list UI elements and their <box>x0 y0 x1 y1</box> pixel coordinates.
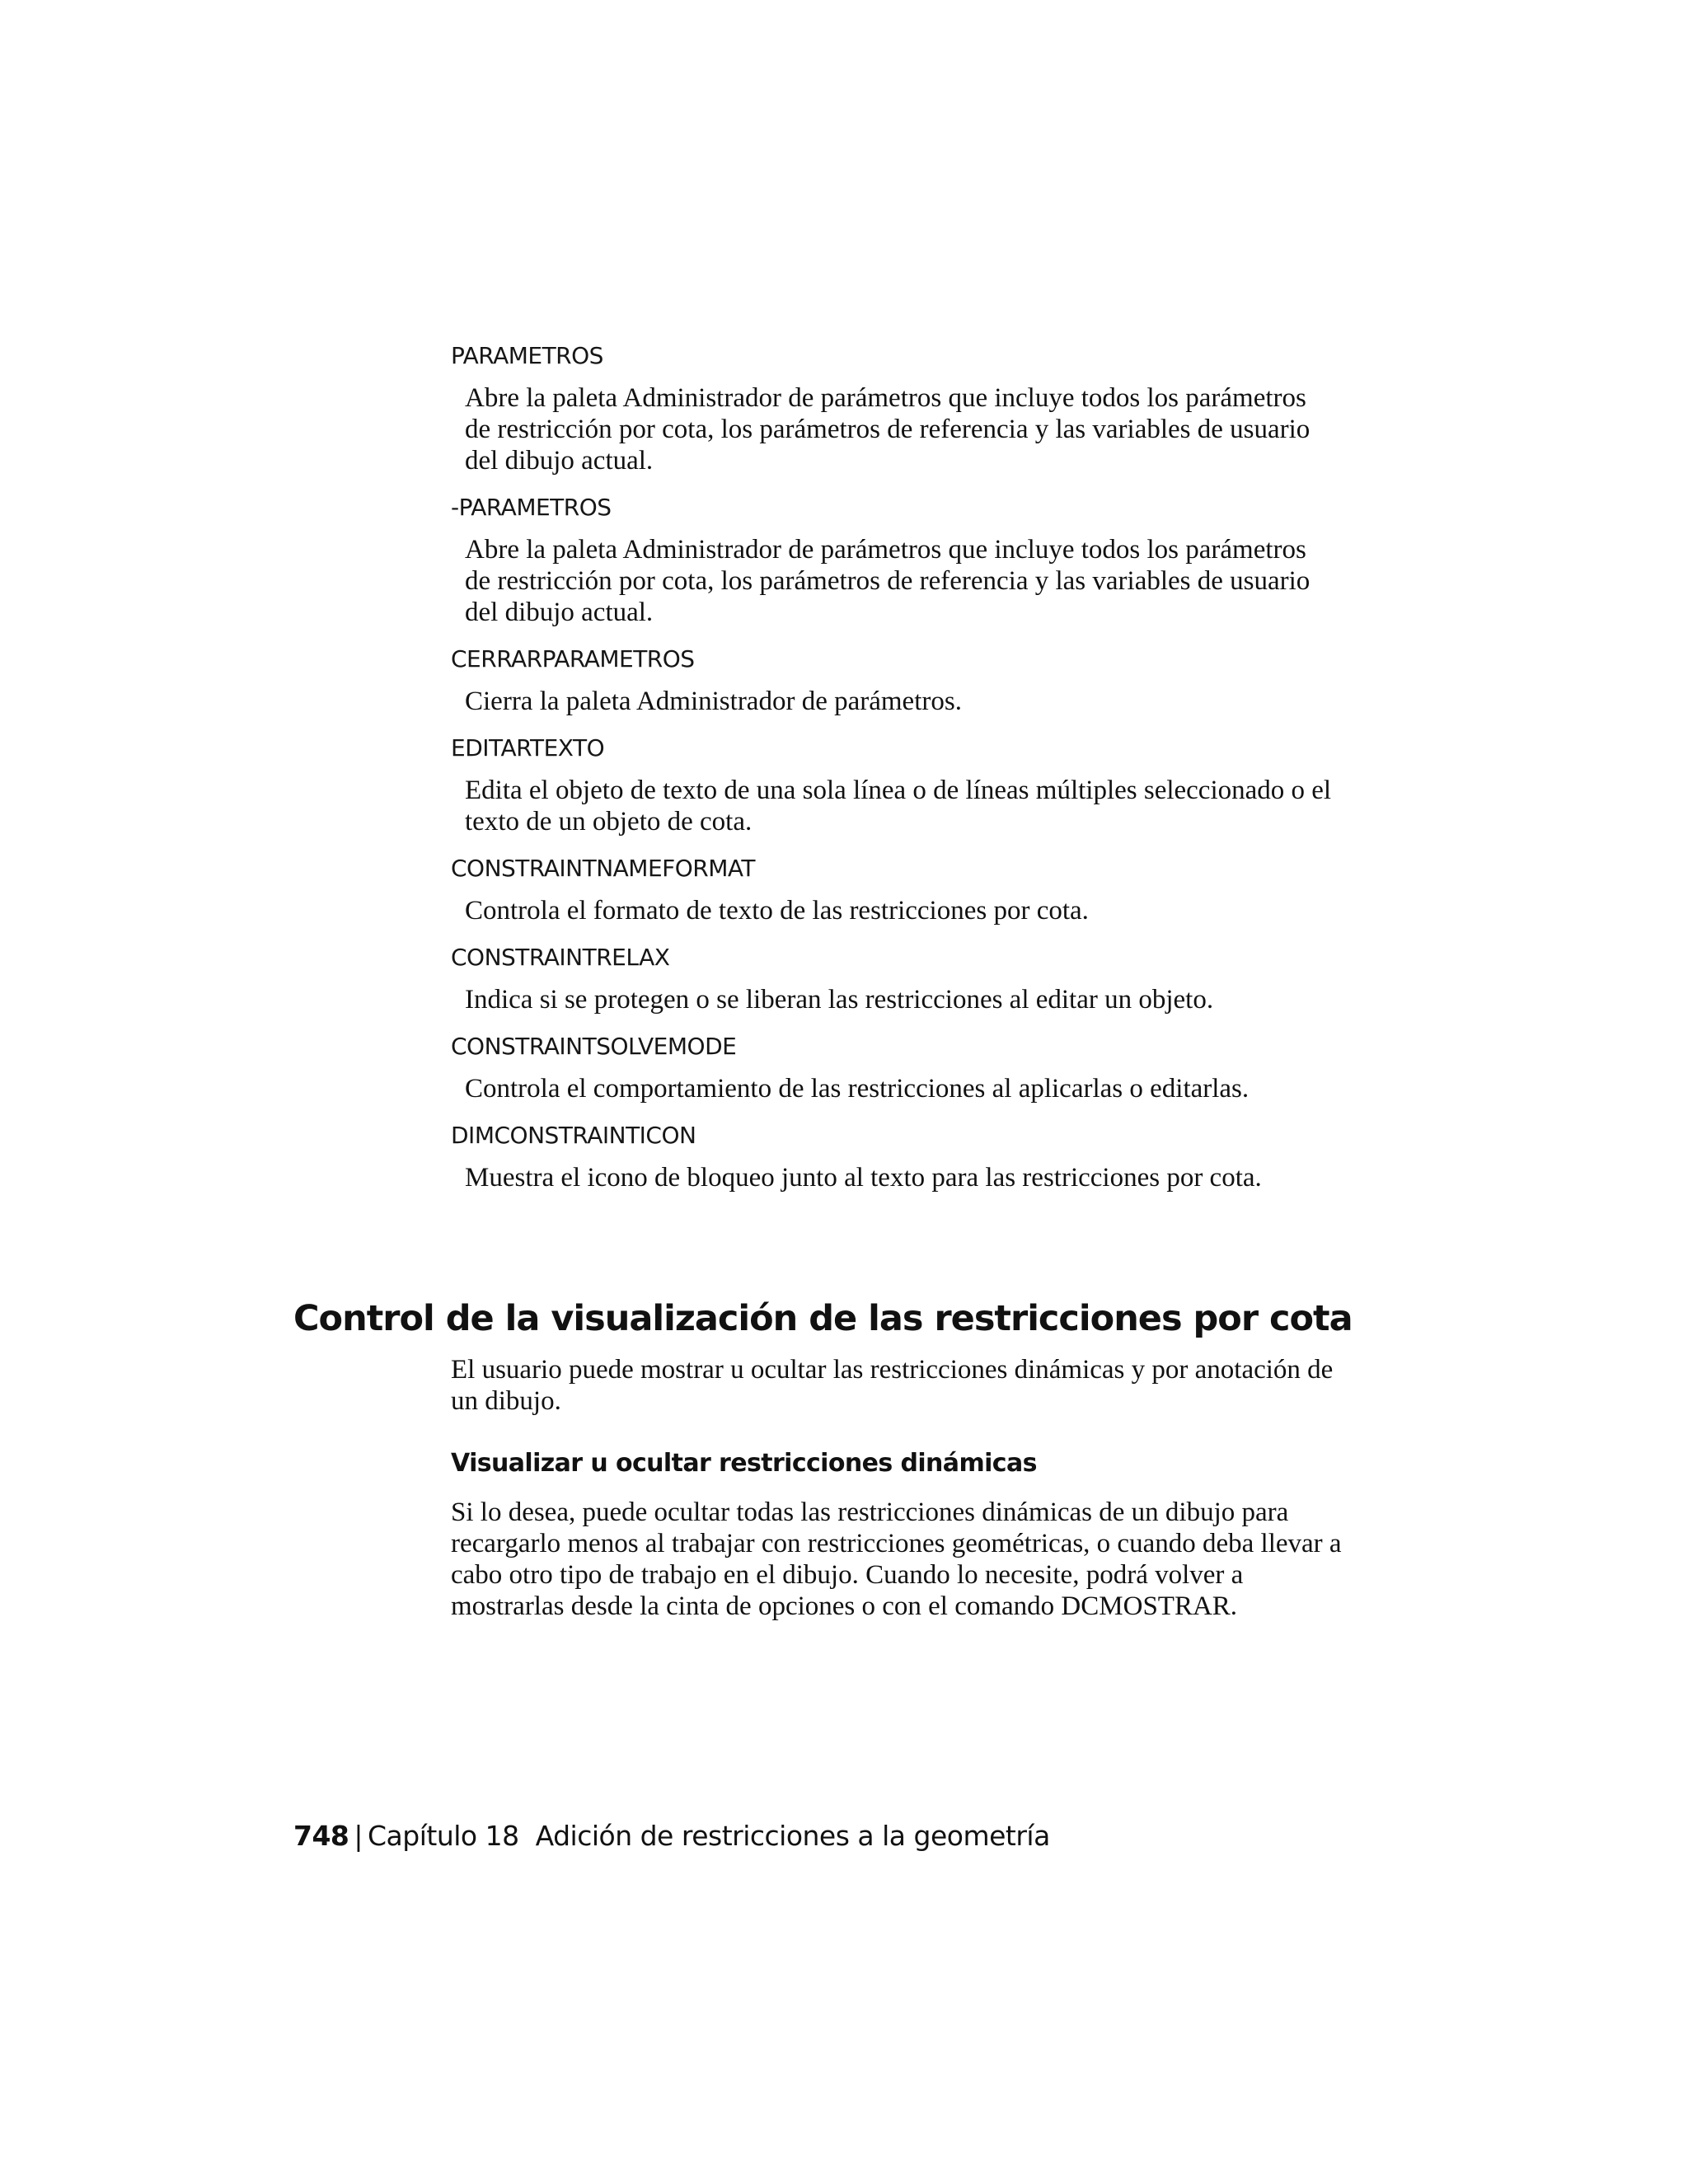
footer-separator: | <box>354 1820 363 1852</box>
command-description: Cierra la paleta Administrador de parámetros. <box>465 687 962 716</box>
variable-term: DIMCONSTRAINTICON <box>451 1122 696 1149</box>
subsection-heading: Visualizar u ocultar restricciones dinámicas <box>451 1449 1037 1478</box>
command-entry-cerrarparametros <box>451 643 1341 717</box>
command-description: Abre la paleta Administrador de parámetros que incluye todos los parámetros de restricción por cota, los parámetros de referencia y las variables de usuario del dibujo actual. <box>465 535 1311 627</box>
variable-description: Controla el comportamiento de las restricciones al aplicarlas o editarlas. <box>465 1074 1250 1104</box>
variable-description: Indica si se protegen o se liberan las restricciones al editar un objeto. <box>465 985 1214 1015</box>
command-entry-editartexto <box>451 732 1341 837</box>
variable-entry-constraintsolvemode <box>451 1030 1341 1104</box>
subsection-body: Si lo desea, puede ocultar todas las restricciones dinámicas de un dibujo para recargarlo menos al trabajar con restricciones geométricas, o cuando deba llevar a cabo otro tipo de trabajo en el dibujo. Cuando lo necesite, podrá volver a mostrarlas desde la cinta de opciones o con el comando DCMOSTRAR. <box>451 1497 1342 1621</box>
variable-entry-dimconstrainticon <box>451 1119 1341 1193</box>
command-entry-parametros <box>451 340 1341 476</box>
variable-description: Muestra el icono de bloqueo junto al texto para las restricciones por cota. <box>465 1163 1262 1193</box>
command-description: Edita el objeto de texto de una sola línea o de líneas múltiples seleccionado o el texto de un objeto de cota. <box>465 776 1332 837</box>
section-intro: El usuario puede mostrar u ocultar las restricciones dinámicas y por anotación de un dibujo. <box>451 1355 1334 1416</box>
variable-term: CONSTRAINTNAMEFORMAT <box>451 855 755 882</box>
variable-entry-constraintnameformat <box>451 852 1341 926</box>
section-heading: Control de la visualización de las restricciones por cota <box>293 1298 1353 1339</box>
command-entry-parametros-commandline <box>451 491 1341 628</box>
variable-description: Controla el formato de texto de las restricciones por cota. <box>465 896 1089 926</box>
chapter-label: Capítulo 18 <box>368 1820 519 1852</box>
page-footer <box>293 1818 1050 1854</box>
command-term: -PARAMETROS <box>451 494 612 521</box>
variable-term: CONSTRAINTSOLVEMODE <box>451 1033 737 1060</box>
command-term: PARAMETROS <box>451 342 603 369</box>
command-term: CERRARPARAMETROS <box>451 645 695 673</box>
command-list <box>451 340 1341 1193</box>
page-number: 748 <box>293 1820 349 1852</box>
variable-term: CONSTRAINTRELAX <box>451 944 670 971</box>
chapter-title: Adición de restricciones a la geometría <box>535 1820 1050 1852</box>
command-term: EDITARTEXTO <box>451 734 605 762</box>
variable-entry-constraintrelax <box>451 941 1341 1015</box>
command-description: Abre la paleta Administrador de parámetros que incluye todos los parámetros de restricción por cota, los parámetros de referencia y las variables de usuario del dibujo actual. <box>465 383 1311 476</box>
